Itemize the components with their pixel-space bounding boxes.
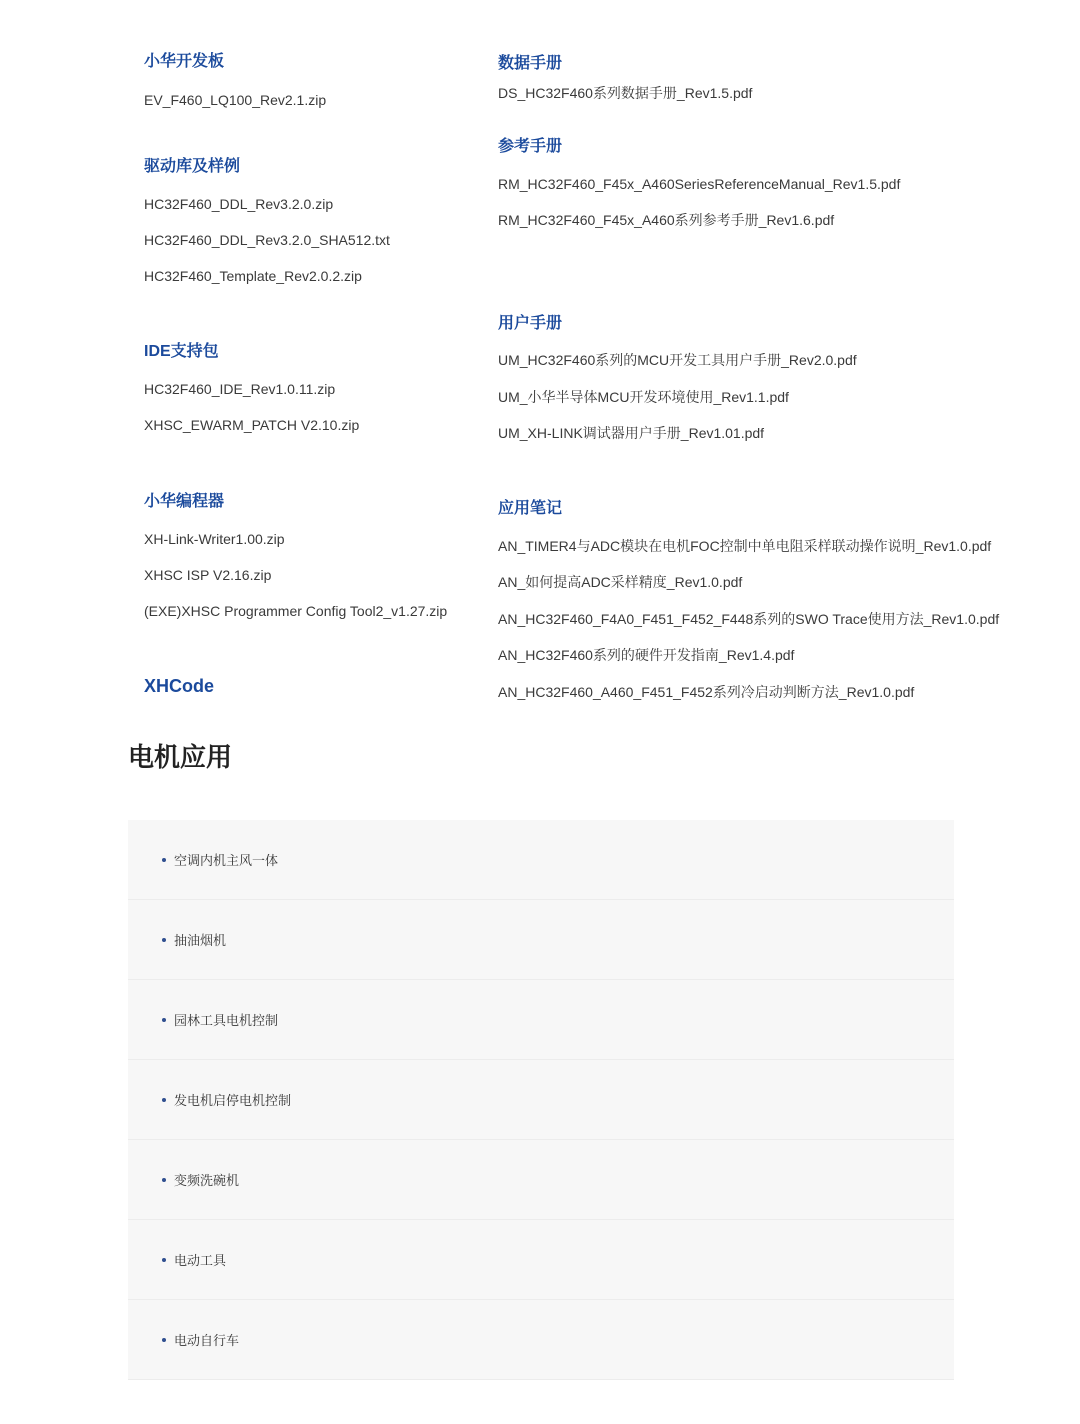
section-title-user-manual: 用户手册 bbox=[498, 315, 563, 332]
motor-item-label: 电动自行车 bbox=[174, 1333, 240, 1348]
motor-application-list bbox=[128, 820, 954, 1380]
file-link-ide-zip[interactable]: HC32F460_IDE_Rev1.0.11.zip bbox=[144, 381, 336, 397]
file-link-ewarm-patch[interactable]: XHSC_EWARM_PATCH V2.10.zip bbox=[144, 417, 360, 433]
section-title-programmer: 小华编程器 bbox=[144, 493, 225, 510]
file-link-um-dev-env[interactable]: UM_小华半导体MCU开发环境使用_Rev1.1.pdf bbox=[498, 389, 789, 405]
file-link-template[interactable]: HC32F460_Template_Rev2.0.2.zip bbox=[144, 268, 362, 284]
bullet-icon bbox=[162, 1258, 166, 1262]
section-title-datasheet: 数据手册 bbox=[498, 55, 563, 72]
bullet-icon bbox=[162, 1338, 166, 1342]
file-link-an-hardware[interactable]: AN_HC32F460系列的硬件开发指南_Rev1.4.pdf bbox=[498, 647, 795, 663]
motor-item-dishwasher[interactable] bbox=[128, 1140, 954, 1220]
file-link-um-xh-link[interactable]: UM_XH-LINK调试器用户手册_Rev1.01.pdf bbox=[498, 425, 765, 441]
section-title-ide-pack: IDE支持包 bbox=[144, 343, 219, 360]
file-link-reference-cn[interactable]: RM_HC32F460_F45x_A460系列参考手册_Rev1.6.pdf bbox=[498, 212, 835, 228]
motor-item-power-tools[interactable] bbox=[128, 1220, 954, 1300]
motor-item-range-hood[interactable] bbox=[128, 900, 954, 980]
section-title-driver-lib: 驱动库及样例 bbox=[144, 158, 241, 175]
file-link-datasheet[interactable]: DS_HC32F460系列数据手册_Rev1.5.pdf bbox=[498, 85, 753, 101]
section-title-app-notes: 应用笔记 bbox=[498, 500, 563, 517]
section-title-dev-board: 小华开发板 bbox=[144, 53, 225, 70]
motor-item-label: 空调内机主风一体 bbox=[174, 853, 279, 868]
section-title-reference: 参考手册 bbox=[498, 138, 563, 155]
file-link-xh-link-writer[interactable]: XH-Link-Writer1.00.zip bbox=[144, 531, 285, 547]
file-link-ddl-zip[interactable]: HC32F460_DDL_Rev3.2.0.zip bbox=[144, 196, 334, 212]
file-link-an-swo[interactable]: AN_HC32F460_F4A0_F451_F452_F448系列的SWO Trace使用方法_Rev1.0.pdf bbox=[498, 611, 1000, 627]
motor-item-garden-tools[interactable] bbox=[128, 980, 954, 1060]
motor-item-label: 电动工具 bbox=[174, 1253, 227, 1268]
file-link-xhsc-isp[interactable]: XHSC ISP V2.16.zip bbox=[144, 567, 272, 583]
bullet-icon bbox=[162, 938, 166, 942]
section-title-xhcode[interactable]: XHCode bbox=[144, 676, 215, 696]
motor-item-label: 变频洗碗机 bbox=[174, 1173, 240, 1188]
file-link-an-cold-start[interactable]: AN_HC32F460_A460_F451_F452系列冷启动判断方法_Rev1.0.pdf bbox=[498, 684, 915, 700]
motor-application-heading: 电机应用 bbox=[128, 742, 233, 772]
file-link-an-timer4[interactable]: AN_TIMER4与ADC模块在电机FOC控制中单电阻采样联动操作说明_Rev1.0.pdf bbox=[498, 538, 992, 554]
bullet-icon bbox=[162, 858, 166, 862]
motor-item-ac-indoor[interactable] bbox=[128, 820, 954, 900]
motor-item-label: 抽油烟机 bbox=[174, 933, 227, 948]
bullet-icon bbox=[162, 1018, 166, 1022]
file-link-programmer-config[interactable]: (EXE)XHSC Programmer Config Tool2_v1.27.zip bbox=[144, 603, 448, 619]
motor-item-e-bike[interactable] bbox=[128, 1300, 954, 1380]
file-link-um-dev-tools[interactable]: UM_HC32F460系列的MCU开发工具用户手册_Rev2.0.pdf bbox=[498, 352, 857, 368]
file-link-reference-en[interactable]: RM_HC32F460_F45x_A460SeriesReferenceManual_Rev1.5.pdf bbox=[498, 176, 901, 192]
bullet-icon bbox=[162, 1178, 166, 1182]
file-link-ddl-sha[interactable]: HC32F460_DDL_Rev3.2.0_SHA512.txt bbox=[144, 232, 390, 248]
file-link-an-adc[interactable]: AN_如何提高ADC采样精度_Rev1.0.pdf bbox=[498, 574, 743, 590]
motor-item-label: 发电机启停电机控制 bbox=[174, 1093, 292, 1108]
bullet-icon bbox=[162, 1098, 166, 1102]
file-link-dev-board[interactable]: EV_F460_LQ100_Rev2.1.zip bbox=[144, 92, 327, 108]
motor-item-generator[interactable] bbox=[128, 1060, 954, 1140]
motor-item-label: 园林工具电机控制 bbox=[174, 1013, 279, 1028]
